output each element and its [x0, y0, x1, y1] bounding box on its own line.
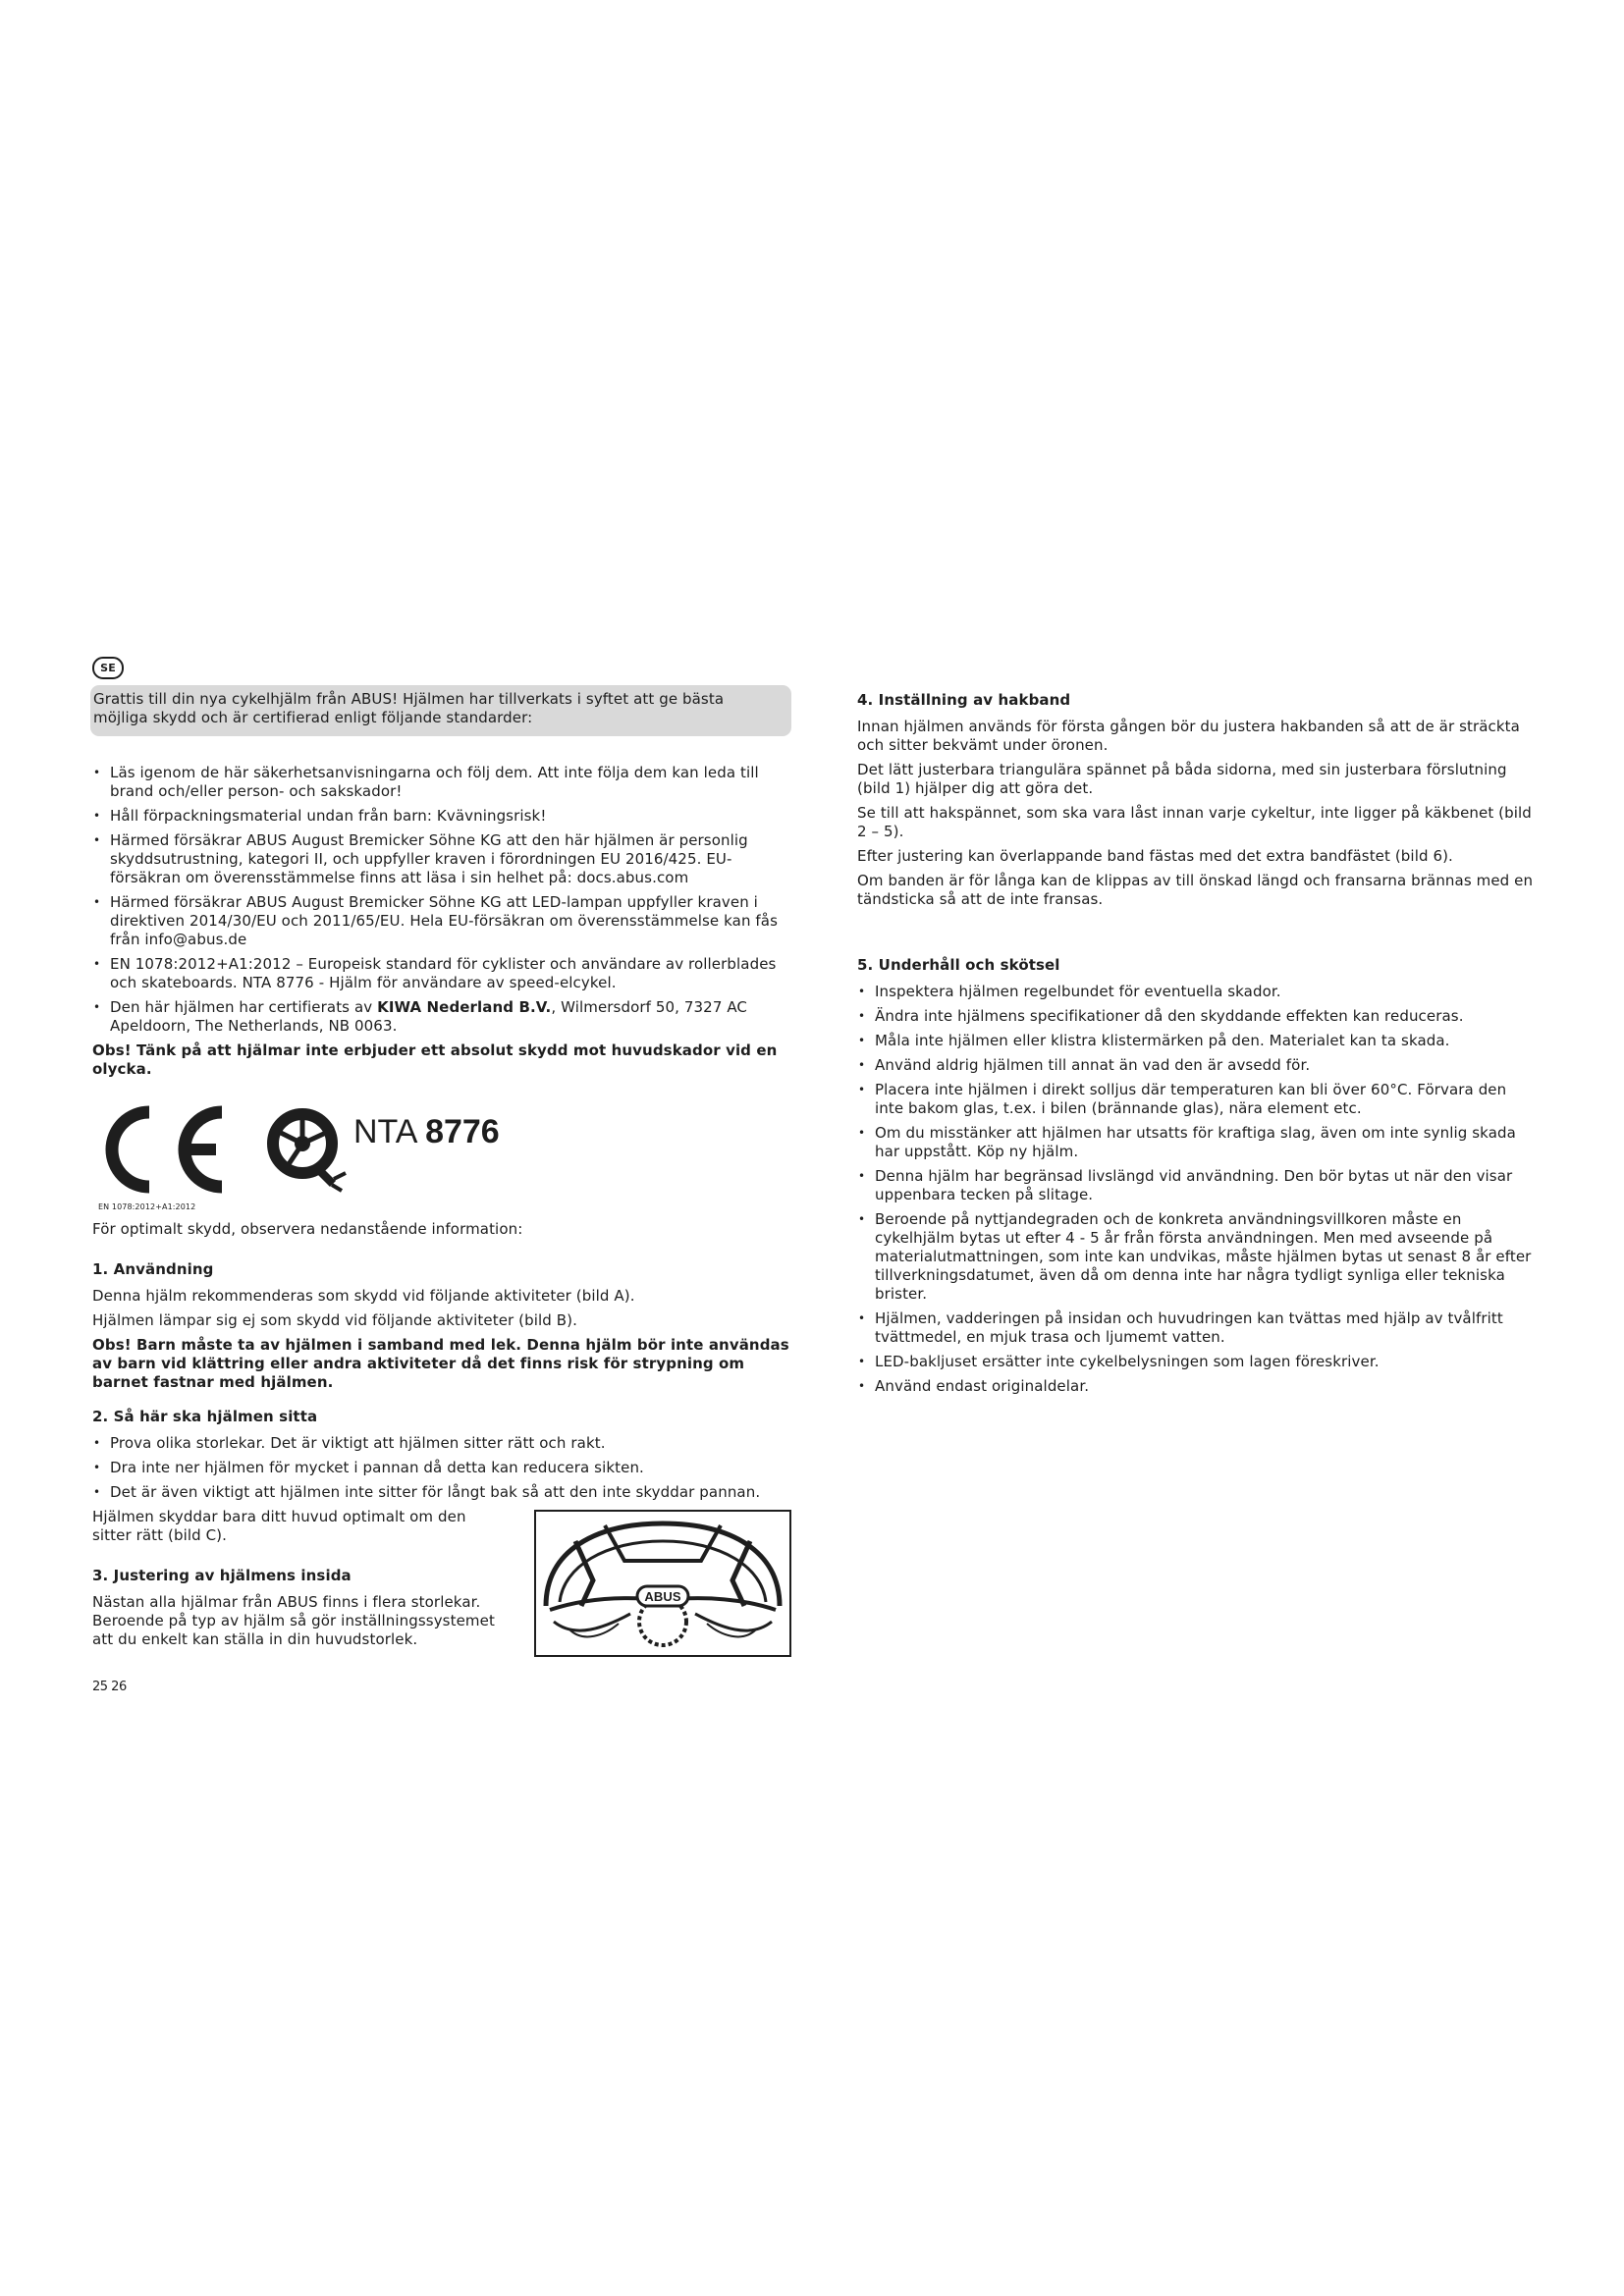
list-item: • LED-bakljuset ersätter inte cykelbelysningen som lagen föreskriver.	[857, 1353, 1535, 1371]
right-column	[857, 691, 1535, 1402]
list-item: • Prova olika storlekar. Det är viktigt att hjälmen sitter rätt och rakt.	[92, 1434, 791, 1453]
figure-brand-label: ABUS	[644, 1589, 681, 1604]
list-item: • Använd aldrig hjälmen till annat än vad den är avsedd för.	[857, 1056, 1535, 1075]
left-column	[92, 685, 791, 1655]
list-item: • EN 1078:2012+A1:2012 – Europeisk standard för cyklister och användare av rollerblades och skateboards. NTA 8776 - Hjälm för användare av speed-elcykel.	[92, 955, 791, 992]
section-usage	[92, 1260, 791, 1392]
page-numbers: 25 26	[92, 1680, 127, 1694]
list-item: • Ändra inte hjälmens specifikationer då den skyddande effekten kan reduceras.	[857, 1007, 1535, 1026]
ce-standard-caption: EN 1078:2012+A1:2012	[98, 1202, 196, 1211]
language-badge: SE	[92, 657, 124, 679]
paragraph: Se till att hakspännet, som ska vara låst innan varje cykeltur, inte ligger på käkbenet (bild 2 – 5).	[857, 804, 1532, 840]
list-item: • Placera inte hjälmen i direkt solljus där temperaturen kan bli över 60°C. Förvara den inte bakom glas, t.ex. i bilen (brännande glas), nära element etc.	[857, 1081, 1535, 1118]
list-item: • Denna hjälm har begränsad livslängd vid användning. Den bör bytas ut när den visar uppenbara tecken på slitage.	[857, 1167, 1535, 1204]
paragraph: Innan hjälmen används för första gången bör du justera hakbanden så att de är sträckta och sitter bekvämt under öronen.	[857, 718, 1520, 754]
section-fit	[92, 1408, 791, 1649]
certification-logos	[92, 1093, 791, 1220]
list-item: • Beroende på nyttjandegraden och de konkreta användningsvillkoren måste en cykelhjälm bytas ut efter 4 - 5 år från första användningen. Men med avseende på materialutmattningen, som inte kan undvikas, måste hjälmen bytas ut senast 8 år efter tillverkningsdatumet, även då om denna inte har några tydligt synliga eller tekniska brister.	[857, 1210, 1535, 1304]
protection-warning: Obs! Tänk på att hjälmar inte erbjuder ett absolut skydd mot huvudskador vid en olycka.	[92, 1041, 778, 1078]
fit-text-block	[92, 1508, 505, 1649]
section-title: 3. Justering av hjälmens insida	[92, 1567, 352, 1584]
list-item: • Inspektera hjälmen regelbundet för eventuella skador.	[857, 983, 1535, 1001]
helmet-figure	[534, 1510, 791, 1657]
fit-list	[92, 1434, 791, 1502]
section-maintenance	[857, 956, 1535, 1396]
paragraph: Om banden är för långa kan de klippas av till önskad längd och fransarna brännas med en tändsticka så att de inte fransas.	[857, 872, 1534, 908]
paragraph: Nästan alla hjälmar från ABUS finns i flera storlekar. Beroende på typ av hjälm så gör inställningssystemet att du enkelt kan ställa in din huvudstorlek.	[92, 1593, 495, 1648]
children-warning: Obs! Barn måste ta av hjälmen i samband med lek. Denna hjälm bör inte användas av barn vid klättring eller andra aktiviteter då det finns risk för strypning om barnet fastnar med hjälmen.	[92, 1336, 789, 1391]
kiwa-text-after: , Wilmersdorf 50, 7327 AC Apeldoorn, The Netherlands, NB 0063.	[110, 998, 748, 1035]
speed-pedelec-icon	[261, 1102, 352, 1193]
paragraph: Efter justering kan överlappande band fästas med det extra bandfästet (bild 6).	[857, 847, 1453, 865]
list-item: • Måla inte hjälmen eller klistra klistermärken på den. Materialet kan ta skada.	[857, 1032, 1535, 1050]
paragraph: Det lätt justerbara triangulära spännet på båda sidorna, med sin justerbara förslutning (bild 1) hjälper dig att göra det.	[857, 761, 1507, 797]
section-title: 2. Så här ska hjälmen sitta	[92, 1408, 318, 1425]
kiwa-text-before: Den här hjälmen har certifierats av	[110, 998, 378, 1016]
list-item: • Hjälmen, vadderingen på insidan och huvudringen kan tvättas med hjälp av tvålfritt tvättmedel, en mjuk trasa och ljumemt vatten.	[857, 1309, 1535, 1347]
section-title: 5. Underhåll och skötsel	[857, 956, 1060, 974]
paragraph: Denna hjälm rekommenderas som skydd vid följande aktiviteter (bild A).	[92, 1287, 635, 1305]
list-item: • Härmed försäkrar ABUS August Bremicker Söhne KG att LED-lampan uppfyller kraven i direktiven 2014/30/EU och 2011/65/EU. Hela EU-försäkran om överensstämmelse kan fås från info@abus.de	[92, 893, 791, 949]
nta-prefix: NTA	[353, 1113, 416, 1150]
paragraph: Hjälmen skyddar bara ditt huvud optimalt om den sitter rätt (bild C).	[92, 1508, 466, 1544]
list-item: • Använd endast originaldelar.	[857, 1377, 1535, 1396]
safety-list	[92, 764, 791, 1036]
intro-box	[90, 685, 791, 736]
list-item-kiwa	[92, 998, 791, 1036]
nta-label	[353, 1112, 500, 1151]
list-item: • Läs igenom de här säkerhetsanvisningarna och följ dem. Att inte följa dem kan leda till brand och/eller person- och sakskador!	[92, 764, 791, 801]
helmet-drawing-icon	[536, 1512, 789, 1655]
list-item: • Härmed försäkrar ABUS August Bremicker Söhne KG att den här hjälmen är personlig skyddsutrustning, kategori II, och uppfyller kraven i förordningen EU 2016/425. EU-försäkran om överensstämmelse finns att läsa i sin helhet på: docs.abus.com	[92, 831, 791, 887]
list-item: • Håll förpackningsmaterial undan från barn: Kvävningsrisk!	[92, 807, 791, 826]
list-item: • Det är även viktigt att hjälmen inte sitter för långt bak så att den inte skyddar pannan.	[92, 1483, 791, 1502]
intro-text: Grattis till din nya cykelhjälm från ABUS! Hjälmen har tillverkats i syftet att ge bästa möjliga skydd och är certifierad enligt följande standarder:	[93, 690, 725, 726]
list-item: • Om du misstänker att hjälmen har utsatts för kraftiga slag, även om inte synlig skada har uppstått. Köp ny hjälm.	[857, 1124, 1535, 1161]
list-item: • Dra inte ner hjälmen för mycket i pannan då detta kan reducera sikten.	[92, 1459, 791, 1477]
paragraph: Hjälmen lämpar sig ej som skydd vid följande aktiviteter (bild B).	[92, 1311, 577, 1329]
fit-row	[92, 1508, 791, 1649]
ce-mark-icon	[92, 1098, 230, 1201]
maintenance-list	[857, 983, 1535, 1396]
section-chin-strap	[857, 691, 1535, 909]
optimal-protection-note: För optimalt skydd, observera nedanstående information:	[92, 1220, 523, 1238]
section-title: 4. Inställning av hakband	[857, 691, 1071, 709]
section-title: 1. Användning	[92, 1260, 214, 1278]
kiwa-name: KIWA Nederland B.V.	[377, 998, 552, 1016]
nta-number: 8776	[425, 1113, 500, 1150]
